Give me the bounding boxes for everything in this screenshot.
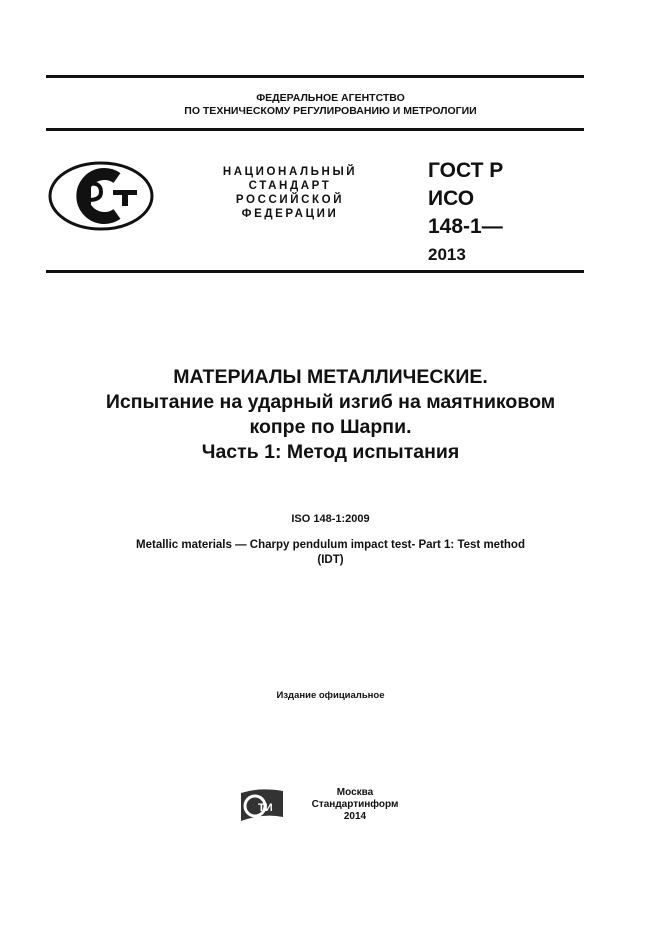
publisher-city: Москва	[336, 787, 374, 798]
svg-text:ТИ: ТИ	[258, 802, 273, 814]
nat-line: ФЕДЕРАЦИИ	[241, 208, 339, 220]
designation-year: 2013	[428, 245, 466, 264]
iso-reference: ISO 148-1:2009	[291, 513, 370, 525]
national-standard-label	[200, 165, 380, 221]
agency-line: ФЕДЕРАЛЬНОЕ АГЕНТСТВО	[256, 92, 405, 104]
document-title	[0, 365, 661, 465]
designation-line: ГОСТ Р	[428, 159, 504, 182]
agency-line: ПО ТЕХНИЧЕСКОМУ РЕГУЛИРОВАНИЮ И МЕТРОЛОГИИ	[184, 105, 477, 117]
top-rule	[46, 75, 584, 78]
agency-name	[0, 92, 661, 118]
publisher-year: 2014	[343, 811, 367, 822]
designation-line: 148-1—	[428, 215, 503, 238]
nat-line: НАЦИОНАЛЬНЫЙ	[222, 166, 358, 178]
section-rule	[46, 270, 584, 273]
designation-line: ИСО	[428, 187, 475, 210]
edition-label: Издание официальное	[276, 690, 385, 701]
publisher	[300, 787, 410, 823]
english-title-line: Metallic materials — Charpy pendulum impact test- Part 1: Test method	[136, 539, 525, 551]
rst-logo-icon	[47, 160, 155, 232]
publisher-name: Стандартинформ	[311, 799, 399, 810]
header-rule	[46, 128, 584, 131]
title-line: Часть 1: Метод испытания	[201, 441, 460, 463]
english-title-line: (IDT)	[317, 554, 344, 566]
nat-line: РОССИЙСКОЙ	[235, 194, 345, 206]
standard-designation	[428, 157, 503, 269]
english-title	[0, 538, 661, 568]
standartinform-logo-icon	[239, 787, 285, 825]
title-line: копре по Шарпи.	[249, 416, 412, 438]
title-line: Испытание на ударный изгиб на маятниковом	[105, 391, 556, 413]
title-line: МАТЕРИАЛЫ МЕТАЛЛИЧЕСКИЕ.	[173, 366, 488, 388]
nat-line: СТАНДАРТ	[248, 180, 332, 192]
